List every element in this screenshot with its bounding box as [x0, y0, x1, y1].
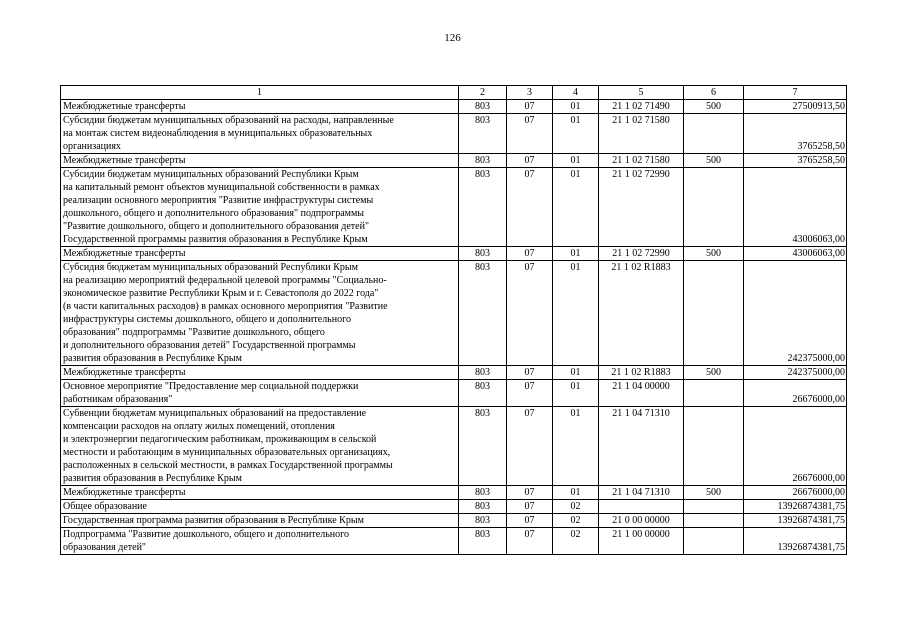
table-row [61, 366, 847, 380]
table-row [61, 168, 847, 247]
description-line: Межбюджетные трансферты [63, 155, 186, 166]
table-row [61, 528, 847, 555]
vr-cell [684, 114, 744, 154]
gr-cell: 803 [459, 168, 507, 247]
sum-cell: 13926874381,75 [744, 500, 847, 514]
header-cell-rz: 3 [507, 86, 553, 100]
sum-cell: 3765258,50 [744, 154, 847, 168]
sum-cell: 13926874381,75 [744, 528, 847, 555]
gr-cell: 803 [459, 407, 507, 486]
vr-cell: 500 [684, 154, 744, 168]
csr-cell: 21 1 02 71490 [599, 100, 684, 114]
pr-cell: 01 [553, 100, 599, 114]
sum-cell: 242375000,00 [744, 261, 847, 366]
description-line: образования" подпрограммы "Развитие дошкольного, общего [63, 327, 325, 338]
gr-cell: 803 [459, 500, 507, 514]
table-row [61, 261, 847, 366]
table-row [61, 486, 847, 500]
csr-cell: 21 1 02 72990 [599, 168, 684, 247]
header-cell-sum: 7 [744, 86, 847, 100]
description-cell [61, 514, 459, 528]
gr-cell: 803 [459, 380, 507, 407]
gr-cell: 803 [459, 486, 507, 500]
description-cell [61, 380, 459, 407]
table-row [61, 114, 847, 154]
description-line: Межбюджетные трансферты [63, 487, 186, 498]
description-line: на монтаж систем видеонаблюдения в муниципальных образовательных [63, 128, 373, 139]
vr-cell: 500 [684, 247, 744, 261]
description-line: реализации основного мероприятия "Развитие инфраструктуры системы [63, 195, 374, 206]
table-row [61, 100, 847, 114]
description-line: (в части капитальных расходов) в рамках основного мероприятия "Развитие [63, 301, 388, 312]
description-line: Межбюджетные трансферты [63, 367, 186, 378]
table-body [61, 86, 847, 555]
csr-cell: 21 1 02 71580 [599, 154, 684, 168]
description-line: на капитальный ремонт объектов муниципальной собственности в рамках [63, 182, 380, 193]
description-cell [61, 168, 459, 247]
header-cell-vr: 6 [684, 86, 744, 100]
description-line: Подпрограмма "Развитие дошкольного, общего и дополнительного [63, 529, 349, 540]
rz-cell: 07 [507, 500, 553, 514]
pr-cell: 01 [553, 168, 599, 247]
description-cell [61, 500, 459, 514]
pr-cell: 02 [553, 514, 599, 528]
gr-cell: 803 [459, 366, 507, 380]
gr-cell: 803 [459, 528, 507, 555]
rz-cell: 07 [507, 380, 553, 407]
description-line: Государственной программы развития образования в Республике Крым [63, 234, 368, 245]
rz-cell: 07 [507, 168, 553, 247]
description-line: на реализацию мероприятий федеральной целевой программы "Социально- [63, 275, 387, 286]
budget-table [60, 85, 847, 555]
description-line: и дополнительного образования детей" Государственной программы [63, 340, 356, 351]
gr-cell: 803 [459, 514, 507, 528]
vr-cell [684, 261, 744, 366]
table-row [61, 514, 847, 528]
sum-cell: 26676000,00 [744, 407, 847, 486]
description-line: образования детей" [63, 542, 147, 553]
rz-cell: 07 [507, 528, 553, 555]
pr-cell: 02 [553, 528, 599, 555]
description-line: Межбюджетные трансферты [63, 248, 186, 259]
sum-cell: 27500913,50 [744, 100, 847, 114]
description-line: Субсидия бюджетам муниципальных образований Республики Крым [63, 262, 358, 273]
description-line: Государственная программа развития образования в Республике Крым [63, 515, 364, 526]
sum-cell: 43006063,00 [744, 247, 847, 261]
rz-cell: 07 [507, 407, 553, 486]
header-cell-csr: 5 [599, 86, 684, 100]
csr-cell: 21 1 02 71580 [599, 114, 684, 154]
description-line: развития образования в Республике Крым [63, 473, 242, 484]
description-cell [61, 261, 459, 366]
pr-cell: 01 [553, 154, 599, 168]
description-line: Межбюджетные трансферты [63, 101, 186, 112]
csr-cell: 21 1 02 72990 [599, 247, 684, 261]
gr-cell: 803 [459, 247, 507, 261]
description-line: Общее образование [63, 501, 147, 512]
description-line: экономическое развитие Республики Крым и г. Севастополя до 2022 года" [63, 288, 379, 299]
header-cell-pr: 4 [553, 86, 599, 100]
description-line: Основное мероприятие "Предоставление мер социальной поддержки [63, 381, 359, 392]
description-line: и электроэнергии педагогическим работникам, проживающим в сельской [63, 434, 377, 445]
csr-cell: 21 0 00 00000 [599, 514, 684, 528]
rz-cell: 07 [507, 154, 553, 168]
description-line: работникам образования" [63, 394, 173, 405]
gr-cell: 803 [459, 100, 507, 114]
rz-cell: 07 [507, 366, 553, 380]
pr-cell: 01 [553, 366, 599, 380]
vr-cell [684, 168, 744, 247]
pr-cell: 01 [553, 247, 599, 261]
description-line: компенсации расходов на оплату жилых помещений, отопления [63, 421, 335, 432]
description-cell [61, 154, 459, 168]
vr-cell [684, 514, 744, 528]
description-cell [61, 366, 459, 380]
table-row [61, 500, 847, 514]
table-header-row [61, 86, 847, 100]
description-line: местности и работающим в муниципальных образовательных организациях, [63, 447, 391, 458]
description-line: Субсидии бюджетам муниципальных образований Республики Крым [63, 169, 359, 180]
sum-cell: 3765258,50 [744, 114, 847, 154]
vr-cell: 500 [684, 100, 744, 114]
sum-cell: 242375000,00 [744, 366, 847, 380]
header-cell-description: 1 [61, 86, 459, 100]
description-line: расположенных в сельской местности, в рамках Государственной программы [63, 460, 393, 471]
vr-cell [684, 407, 744, 486]
description-line: Субвенции бюджетам муниципальных образований на предоставление [63, 408, 367, 419]
sum-cell: 43006063,00 [744, 168, 847, 247]
pr-cell: 01 [553, 486, 599, 500]
csr-cell: 21 1 04 71310 [599, 486, 684, 500]
description-cell [61, 100, 459, 114]
description-cell [61, 486, 459, 500]
description-cell [61, 247, 459, 261]
description-cell [61, 528, 459, 555]
gr-cell: 803 [459, 114, 507, 154]
description-line: развития образования в Республике Крым [63, 353, 242, 364]
vr-cell: 500 [684, 366, 744, 380]
vr-cell: 500 [684, 486, 744, 500]
description-line: дошкольного, общего и дополнительного образования" подпрограммы [63, 208, 365, 219]
gr-cell: 803 [459, 154, 507, 168]
pr-cell: 01 [553, 407, 599, 486]
sum-cell: 13926874381,75 [744, 514, 847, 528]
rz-cell: 07 [507, 114, 553, 154]
rz-cell: 07 [507, 486, 553, 500]
table-row [61, 380, 847, 407]
vr-cell [684, 500, 744, 514]
description-line: организациях [63, 141, 121, 152]
description-line: "Развитие дошкольного, общего и дополнительного образования детей" [63, 221, 370, 232]
rz-cell: 07 [507, 514, 553, 528]
csr-cell: 21 1 00 00000 [599, 528, 684, 555]
rz-cell: 07 [507, 261, 553, 366]
description-line: Субсидии бюджетам муниципальных образований на расходы, направленные [63, 115, 394, 126]
description-cell [61, 114, 459, 154]
csr-cell: 21 1 02 R1883 [599, 366, 684, 380]
csr-cell: 21 1 02 R1883 [599, 261, 684, 366]
table-row [61, 154, 847, 168]
gr-cell: 803 [459, 261, 507, 366]
rz-cell: 07 [507, 100, 553, 114]
table-row [61, 407, 847, 486]
page-number: 126 [444, 32, 461, 44]
sum-cell: 26676000,00 [744, 380, 847, 407]
vr-cell [684, 528, 744, 555]
pr-cell: 01 [553, 261, 599, 366]
vr-cell [684, 380, 744, 407]
table-row [61, 247, 847, 261]
rz-cell: 07 [507, 247, 553, 261]
sum-cell: 26676000,00 [744, 486, 847, 500]
header-cell-gr: 2 [459, 86, 507, 100]
description-line: инфраструктуры системы дошкольного, общего и дополнительного [63, 314, 351, 325]
csr-cell: 21 1 04 71310 [599, 407, 684, 486]
pr-cell: 01 [553, 114, 599, 154]
csr-cell [599, 500, 684, 514]
pr-cell: 01 [553, 380, 599, 407]
csr-cell: 21 1 04 00000 [599, 380, 684, 407]
description-cell [61, 407, 459, 486]
pr-cell: 02 [553, 500, 599, 514]
